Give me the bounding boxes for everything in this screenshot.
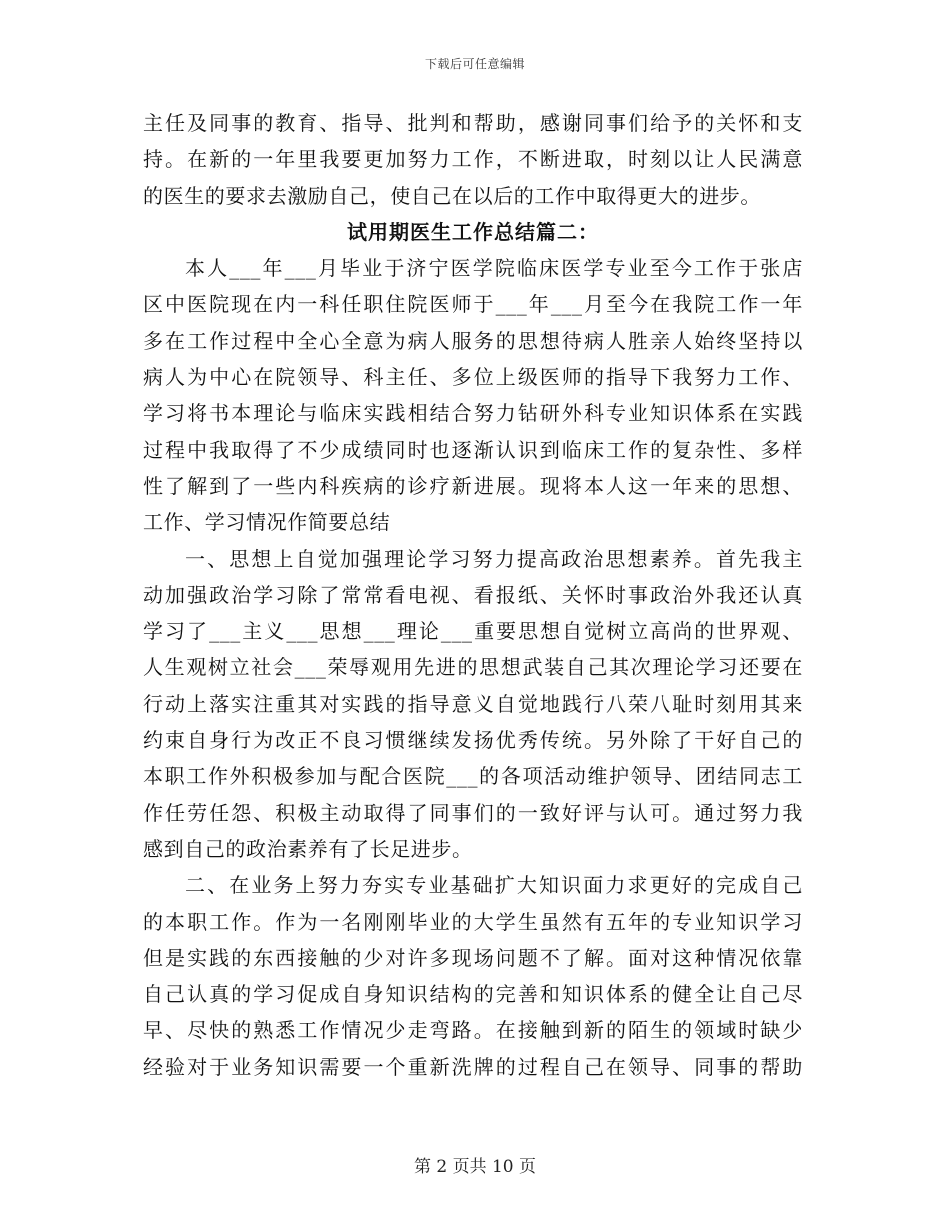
text-line: 病人为中心在院领导、科主任、多位上级医师的指导下我努力工作、 [143,365,803,390]
text-line: 经验对于业务知识需要一个重新洗牌的过程自己在领导、同事的帮助 [143,1054,803,1079]
text-line: 多在工作过程中全心全意为病人服务的思想待病人胜亲人始终坚持以 [143,328,803,353]
text-line: 持。在新的一年里我要更加努力工作，不断进取，时刻以让人民满意 [143,147,803,172]
text-line: 主任及同事的教育、指导、批判和帮助，感谢同事们给予的关怀和支 [143,111,803,135]
text-line: 本职工作外积极参加与配合医院___的各项活动维护领导、团结同志工 [143,764,803,789]
text-line: 感到自己的政治素养有了长足进步。 [143,836,473,861]
section-heading: 试用期医生工作总结篇二： [347,219,599,244]
text-line: 本人___年___月毕业于济宁医学院临床医学专业至今工作于张店 [185,256,803,281]
text-line: 学习了___主义___思想___理论___重要思想自觉树立高尚的世界观、 [143,619,803,644]
text-line: 性了解到了一些内科疾病的诊疗新进展。现将本人这一年来的思想、 [143,473,803,498]
document-body [143,105,803,1085]
text-line: 动加强政治学习除了常常看电视、看报纸、关怀时事政治外我还认真 [143,582,803,607]
text-line: 过程中我取得了不少成绩同时也逐渐认识到临床工作的复杂性、多样 [143,437,803,462]
text-line: 但是实践的东西接触的少对许多现场问题不了解。面对这种情况依靠 [143,945,803,970]
text-line: 作任劳任怨、积极主动取得了同事们的一致好评与认可。通过努力我 [143,800,803,825]
text-line: 早、尽快的熟悉工作情况少走弯路。在接触到新的陌生的领域时缺少 [143,1018,803,1043]
text-line: 一、思想上自觉加强理论学习努力提高政治思想素养。首先我主 [185,546,803,571]
text-line: 学习将书本理论与临床实践相结合努力钻研外科专业知识体系在实践 [143,401,803,426]
page-number: 第 2 页共 10 页 [413,1157,537,1177]
text-line: 的本职工作。作为一名刚刚毕业的大学生虽然有五年的专业知识学习 [143,909,803,934]
text-line: 行动上落实注重其对实践的指导意义自觉地践行八荣八耻时刻用其来 [143,691,803,716]
text-line: 区中医院现在内一科任职住院医师于___年___月至今在我院工作一年 [143,292,803,317]
text-line: 的医生的要求去激励自己，使自己在以后的工作中取得更大的进步。 [143,183,761,208]
text-line: 人生观树立社会___荣辱观用先进的思想武装自己其次理论学习还要在 [143,655,803,680]
text-line: 自己认真的学习促成自身知识结构的完善和知识体系的健全让自己尽 [143,982,803,1007]
text-line: 约束自身行为改正不良习惯继续发扬优秀传统。另外除了干好自己的 [143,728,803,753]
text-line: 二、在业务上努力夯实专业基础扩大知识面力求更好的完成自己 [185,873,803,898]
page-header: 下载后可任意编辑 [424,57,525,71]
text-line: 工作、学习情况作简要总结 [143,510,391,535]
